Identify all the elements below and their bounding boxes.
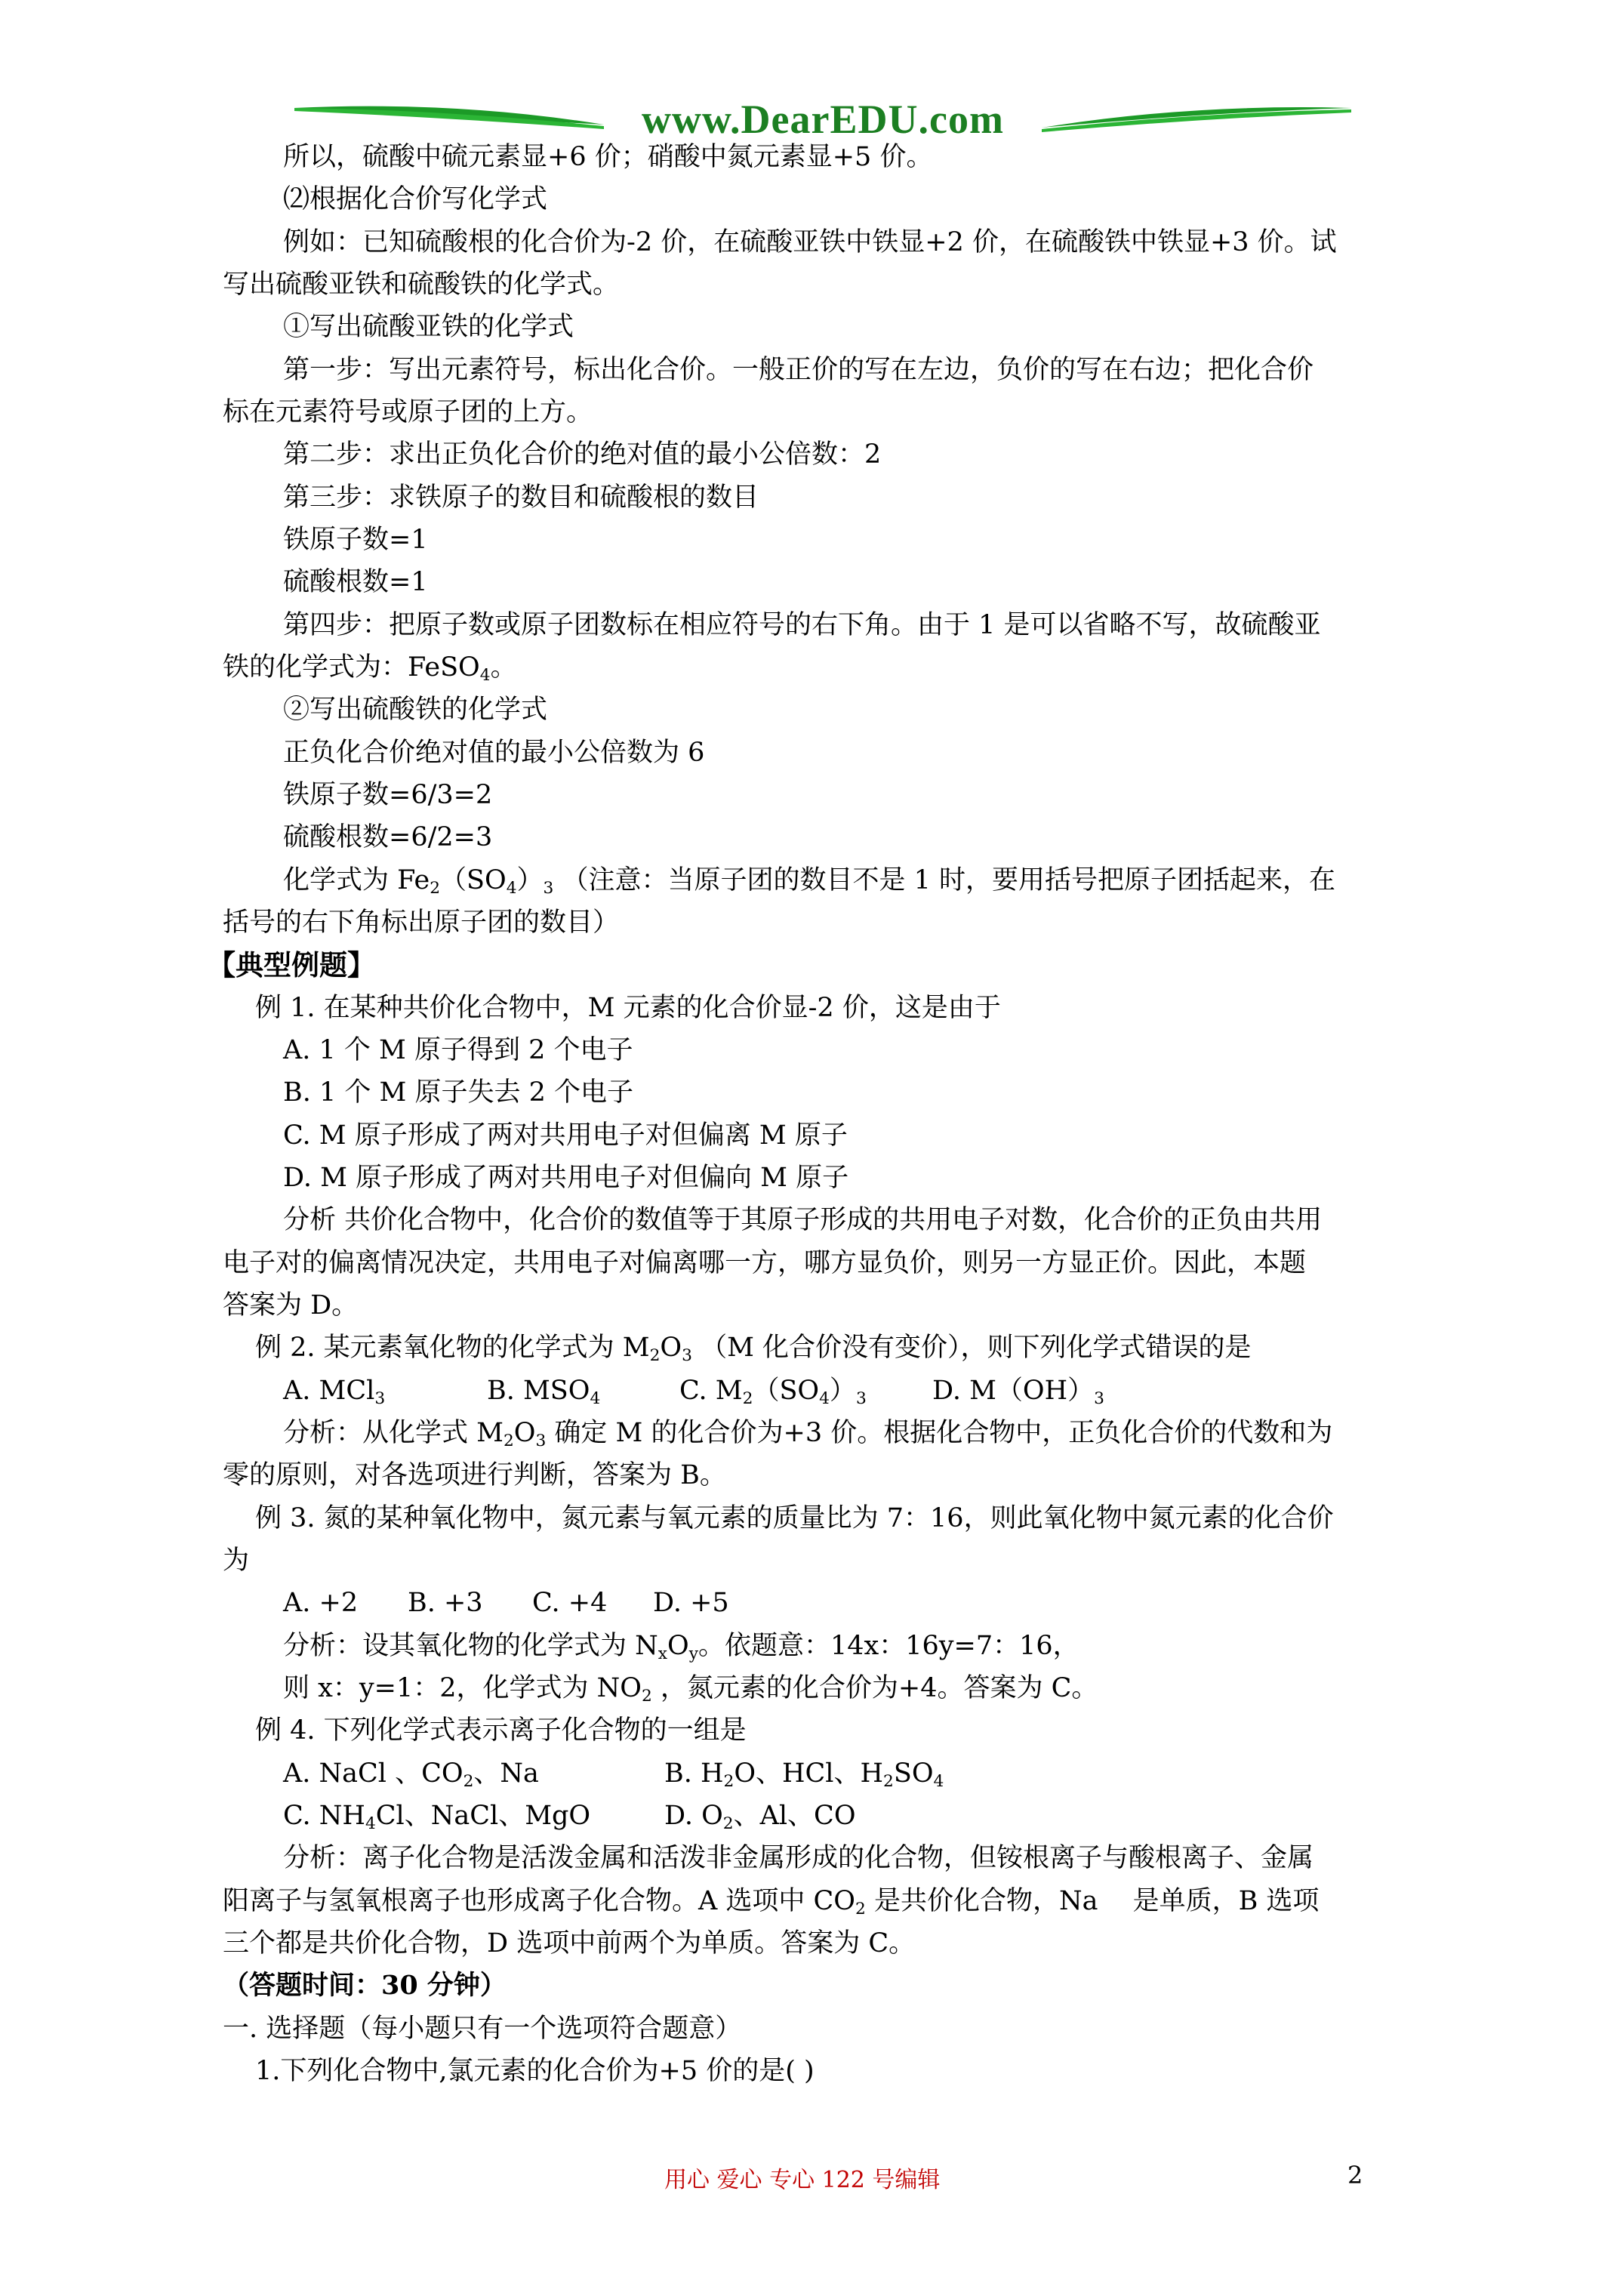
option-c: C. $M_2(SO_4)_3$ — [679, 1376, 867, 1409]
analysis-text: 三个都是共价化合物，D 选项中前两个为单质。答案为 C。 — [223, 1928, 916, 1959]
option-b: B. $MSO_4$ — [487, 1376, 601, 1409]
option-d: D. $O_2$、Al、CO — [664, 1801, 856, 1834]
analysis-text: 分析 共价化合物中，化合价的数值等于其原子形成的共用电子对数，化合价的正负由共用 — [283, 1205, 1323, 1235]
page-number: 2 — [1347, 2161, 1363, 2190]
text-line: 化学式为 $Fe_2(SO_4)_3$ （注意：当原子团的数目不是 1 时，要用括号把原子团括起来，在 — [283, 865, 1335, 898]
analysis-text: 分析：从化学式 $M_2O_3$ 确定 M 的化合价为+3 价。根据化合物中，正负化合价的代数和为 — [283, 1418, 1333, 1451]
options-row — [283, 1795, 856, 1837]
analysis-text: 则 x：y=1：2，化学式为 $NO_2$ ，氮元素的化合价为+4。答案为 C。 — [283, 1673, 1098, 1706]
analysis-text: 阳离子与氢氧根离子也形成离子化合物。A 选项中 $CO_2$ 是共价化合物，Na 是单质，B 选项 — [223, 1886, 1320, 1919]
text-line: 例如：已知硫酸根的化合价为-2 价，在硫酸亚铁中铁显+2 价，在硫酸铁中铁显+3 价。试 — [283, 227, 1337, 257]
text-line: 铁的化学式为：FeSO$_4$。 — [223, 652, 517, 686]
option-c: C. M 原子形成了两对共用电子对但偏离 M 原子 — [283, 1120, 848, 1151]
question-1: 1.下列化合物中,氯元素的化合价为+5 价的是( ) — [255, 2056, 815, 2086]
example-question: 例 1. 在某种共价化合物中，M 元素的化合价显-2 价，这是由于 — [255, 993, 1001, 1023]
logo-text: www.DearEDU.com — [642, 97, 1004, 142]
option-a: A. 1 个 M 原子得到 2 个电子 — [283, 1035, 633, 1065]
text-line: 第一步：写出元素符号，标出化合价。一般正价的写在左边，负价的写在右边；把化合价 — [283, 355, 1314, 385]
analysis-text: 分析：离子化合物是活泼金属和活泼非金属形成的化合物，但铵根离子与酸根离子、金属 — [283, 1843, 1314, 1873]
options-row — [283, 1370, 1104, 1412]
example-question: 为 — [223, 1546, 250, 1576]
option-d: D. +5 — [653, 1588, 729, 1618]
section-title: 【典型例题】 — [208, 948, 375, 982]
option-d: D. $M(OH)_3$ — [932, 1376, 1104, 1409]
time-note: （答题时间：30 分钟） — [223, 1970, 507, 2001]
option-c: C. $NH_4Cl$、NaCl、MgO — [283, 1801, 591, 1834]
text-line: 第三步：求铁原子的数目和硫酸根的数目 — [283, 482, 759, 513]
text-line: 铁原子数=1 — [283, 525, 428, 555]
text-line: 写出硫酸亚铁和硫酸铁的化学式。 — [223, 270, 620, 300]
option-a: A. MCl$_3$ — [283, 1376, 386, 1409]
option-b: B. 1 个 M 原子失去 2 个电子 — [283, 1077, 633, 1108]
options-row — [283, 1582, 729, 1624]
example-question: 例 4. 下列化学式表示离子化合物的一组是 — [255, 1715, 747, 1746]
example-question: 例 3. 氮的某种氧化物中，氮元素与氧元素的质量比为 7：16，则此氧化物中氮元素的化合价 — [255, 1503, 1334, 1533]
footer-text: 用心 爱心 专心 122 号编辑 — [664, 2167, 941, 2193]
option-b: B. +3 — [408, 1588, 483, 1618]
options-row — [283, 1752, 944, 1795]
analysis-text: 分析：设其氧化物的化学式为 $N_xO_y$。依题意：14x：16y=7：16， — [283, 1631, 1079, 1664]
option-a: A. +2 — [283, 1588, 359, 1618]
text-line: 第二步：求出正负化合价的绝对值的最小公倍数：2 — [283, 439, 882, 470]
text-line: 铁原子数=6/3=2 — [283, 780, 493, 810]
text-line: 标在元素符号或原子团的上方。 — [223, 397, 593, 427]
text-line: 括号的右下角标出原子团的数目） — [223, 908, 620, 938]
analysis-text: 答案为 D。 — [223, 1290, 359, 1321]
text-line: 硫酸根数=6/2=3 — [283, 822, 493, 852]
option-c: C. +4 — [532, 1588, 608, 1618]
example-question: 例 2. 某元素氧化物的化学式为 $M_2O_3$ （M 化合价没有变价），则下列化学式错误的是 — [255, 1333, 1252, 1366]
text-line: 所以，硫酸中硫元素显+6 价；硝酸中氮元素显+5 价。 — [283, 142, 933, 172]
option-b: B. $H_2O$、HCl、$H_2SO_4$ — [664, 1758, 944, 1792]
option-d: D. M 原子形成了两对共用电子对但偏向 M 原子 — [283, 1163, 849, 1193]
subheading: ⑵根据化合价写化学式 — [283, 184, 548, 214]
option-a: A. NaCl 、$CO_2$、Na — [283, 1758, 539, 1792]
text-line: 正负化合价绝对值的最小公倍数为 6 — [283, 738, 705, 768]
part-heading: 一. 选择题（每小题只有一个选项符合题意） — [223, 2014, 742, 2044]
text-line: 硫酸根数=1 — [283, 567, 428, 597]
analysis-text: 零的原则，对各选项进行判断，答案为 B。 — [223, 1460, 726, 1490]
subheading: ②写出硫酸铁的化学式 — [283, 695, 548, 725]
analysis-text: 电子对的偏离情况决定，共用电子对偏离哪一方，哪方显负价，则另一方显正价。因此，本题 — [223, 1248, 1307, 1278]
text-line: 第四步：把原子数或原子团数标在相应符号的右下角。由于 1 是可以省略不写，故硫酸亚 — [283, 610, 1321, 640]
subheading: ①写出硫酸亚铁的化学式 — [283, 312, 574, 342]
